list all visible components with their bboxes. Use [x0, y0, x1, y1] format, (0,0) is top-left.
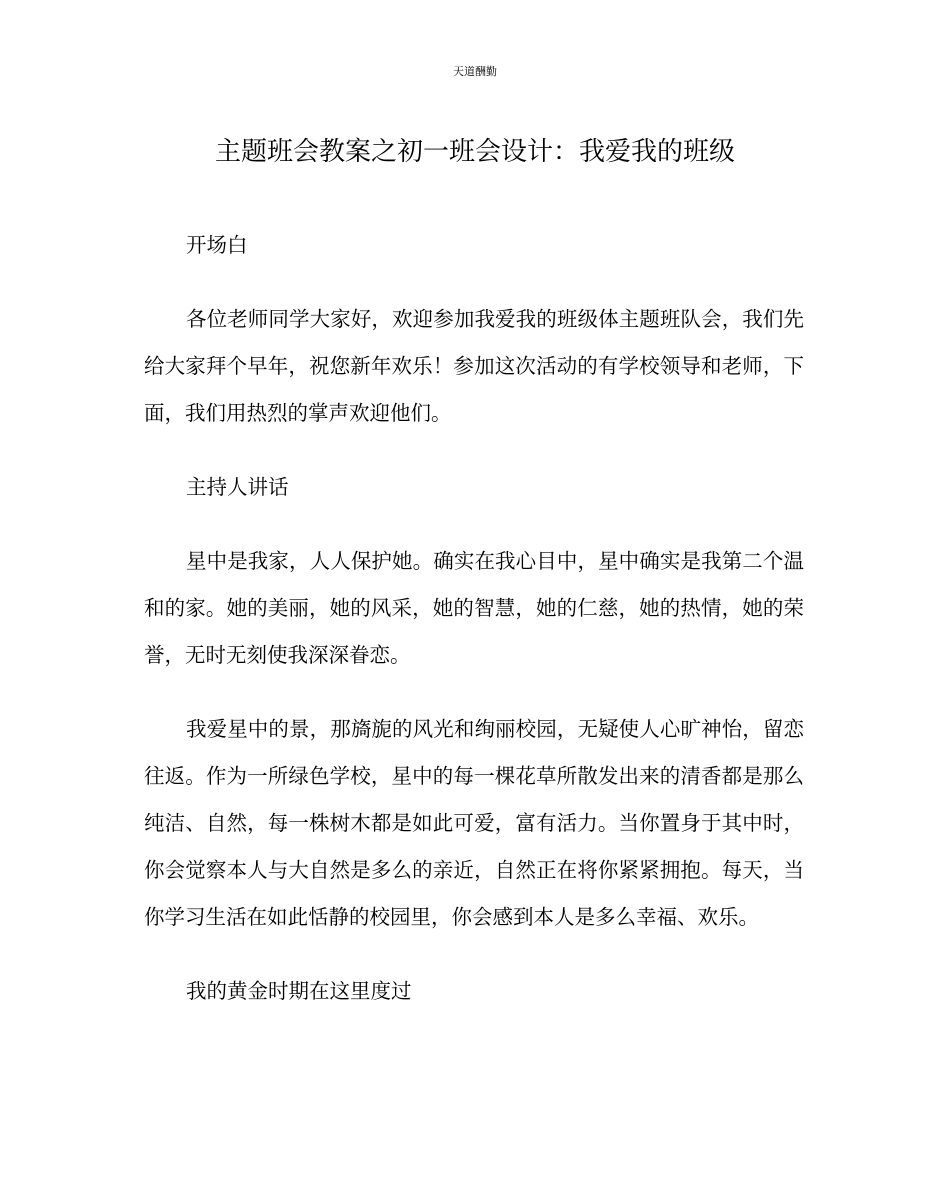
- section-heading-host: 主持人讲话: [186, 475, 289, 499]
- paragraph-school-home: 星中是我家，人人保护她。确实在我心目中，星中确实是我第二个温和的家。她的美丽，她的风采，她的智慧，她的仁慈，她的热情，她的荣誉，无时无刻使我深深眷恋。: [144, 549, 804, 667]
- document-title: 主题班会教案之初一班会设计：我爱我的班级: [214, 137, 735, 167]
- section-heading-golden-period: 我的黄金时期在这里度过: [186, 979, 412, 1003]
- section-heading-opening: 开场白: [186, 233, 248, 257]
- paragraph-school-scenery: 我爱星中的景，那旖旎的风光和绚丽校园，无疑使人心旷神怡，留恋往返。作为一所绿色学校，星中的每一棵花草所散发出来的清香都是那么纯洁、自然，每一株树木都是如此可爱，富有活力。当你置身于其中时，你会觉察本人与大自然是多么的亲近，自然正在将你紧紧拥抱。每天，当你学习生活在如此恬静的校园里，你会感到本人是多么幸福、欢乐。: [144, 717, 804, 929]
- page-header: 天道酬勤: [453, 65, 497, 78]
- document-body: [144, 222, 804, 1042]
- paragraph-welcome: 各位老师同学大家好，欢迎参加我爱我的班级体主题班队会，我们先给大家拜个早年，祝您新年欢乐！参加这次活动的有学校领导和老师，下面，我们用热烈的掌声欢迎他们。: [144, 307, 804, 425]
